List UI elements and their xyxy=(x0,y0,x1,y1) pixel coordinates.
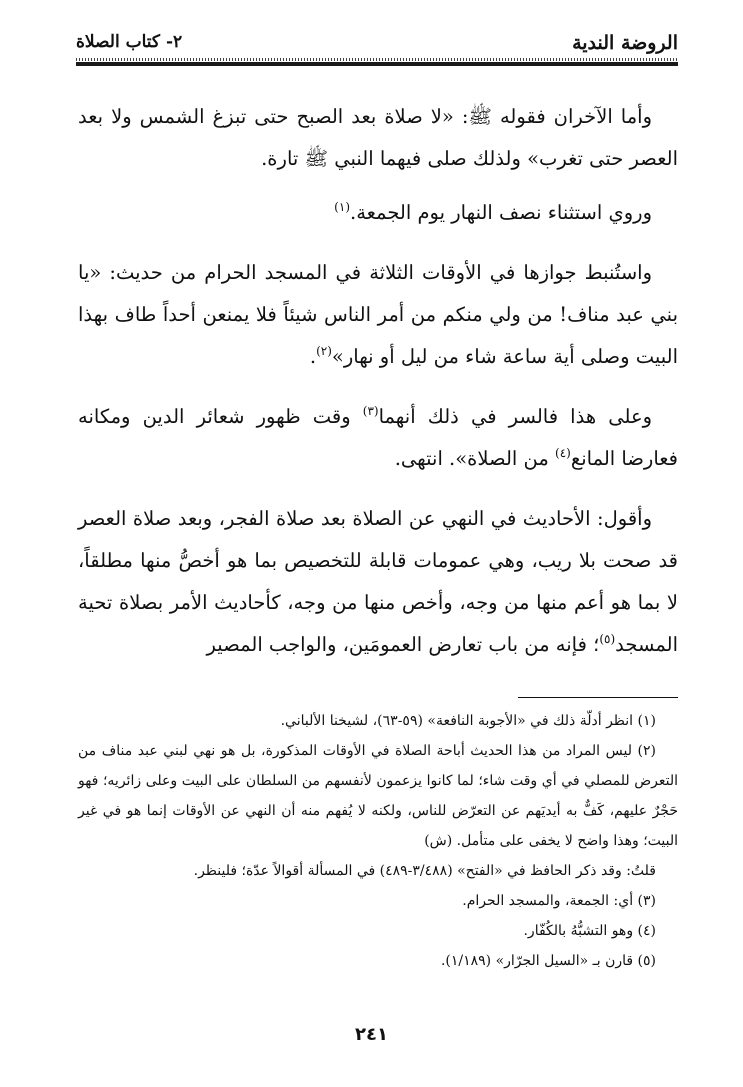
paragraph-3-end: . xyxy=(309,345,317,368)
paragraph-2-text: وروي استثناء نصف النهار يوم الجمعة. xyxy=(350,201,652,224)
body-text xyxy=(78,96,678,666)
paragraph-3-text: واستُنبط جوازها في الأوقات الثلاثة في المسجد الحرام من حديث: «يا بني عبد مناف! من ولي منكم من أمر الناس شيئاً فلا يمنعن أحداً طاف بهذا البيت وصلى أية ساعة شاء من ليل أو نهار» xyxy=(78,261,678,368)
paragraph-3 xyxy=(78,252,678,378)
footnote-3: (٣) أي: الجمعة، والمسجد الحرام. xyxy=(462,893,656,909)
chapter-title: ٢- كتاب الصلاة xyxy=(76,32,183,52)
footnote-ref-2: (٢) xyxy=(316,344,332,358)
footnote-ref-4: (٤) xyxy=(555,446,571,460)
page-number: ٢٤١ xyxy=(355,1024,388,1045)
footnote-editor-note: قلتُ: وقد ذكر الحافظ في «الفتح» (٣/٤٨٨-٤٨٩) في المسألة أقوالاً عدّة؛ فلينظر. xyxy=(193,863,656,879)
paragraph-4-text-b: وقت ظهور شعائر الدين ومكانه فعارضا المانع xyxy=(78,405,678,470)
paragraph-2 xyxy=(78,192,678,234)
paragraph-5 xyxy=(78,498,678,666)
running-header xyxy=(76,32,678,58)
paragraph-5-text-b: ؛ فإنه من باب تعارض العمومَين، والواجب المصير xyxy=(206,633,600,656)
footnotes xyxy=(78,706,678,976)
footnote-ref-5: (٥) xyxy=(599,632,616,646)
footnote-ref-1: (١) xyxy=(334,200,350,214)
footnote-separator xyxy=(518,697,678,698)
paragraph-4 xyxy=(78,396,678,480)
footnote-2: (٢) ليس المراد من هذا الحديث أباحة الصلاة في الأوقات المذكورة، بل هو نهي لبني عبد مناف من التعرض للمصلي في أي وقت شاء؛ لما كانوا يزعمون لأنفسهم من السلطان على البيت وعلى زائريه؛ فهو حَجْرٌ عليهم، كَفٌّ به أيديَهم عن التعرّض للناس، ولكنه لا يُفهم منه أن النهي عن الأوقات إنما هو في غير البيت؛ وهذا واضح لا يخفى على متأمل. (ش) xyxy=(78,743,678,849)
paragraph-5-text-a: وأقول: الأحاديث في النهي عن الصلاة بعد صلاة الفجر، وبعد صلاة العصر قد صحت بلا ريب، وهي عمومات قابلة للتخصيص بما هو أخصُّ منها مطلقاً، لا بما هو أعم منها من وجه، وأخص منها من وجه، كأحاديث الأمر بصلاة تحية المسجد xyxy=(78,507,678,656)
footnote-1: (١) انظر أدلّة ذلك في «الأجوبة النافعة» (٥٩-٦٣)، لشيخنا الألباني. xyxy=(280,713,656,729)
header-rule xyxy=(76,62,678,66)
footnote-5: (٥) قارن بـ «السيل الجرّار» (١/١٨٩). xyxy=(440,953,656,969)
paragraph-4-text-a: وعلى هذا فالسر في ذلك أنهما xyxy=(378,405,653,428)
paragraph-1: وأما الآخران فقوله ﷺ: «لا صلاة بعد الصبح حتى تبزغ الشمس ولا بعد العصر حتى تغرب» ولذلك صلى فيهما النبي ﷺ تارة. xyxy=(78,105,678,170)
footnote-4: (٤) وهو التشبُّهُ بالكُفّار. xyxy=(523,923,656,939)
footnote-ref-3: (٣) xyxy=(362,404,379,418)
paragraph-4-text-c: من الصلاة». انتهى. xyxy=(394,447,555,470)
header-hatch-rule xyxy=(76,58,678,61)
book-title: الروضة الندية xyxy=(572,32,678,54)
